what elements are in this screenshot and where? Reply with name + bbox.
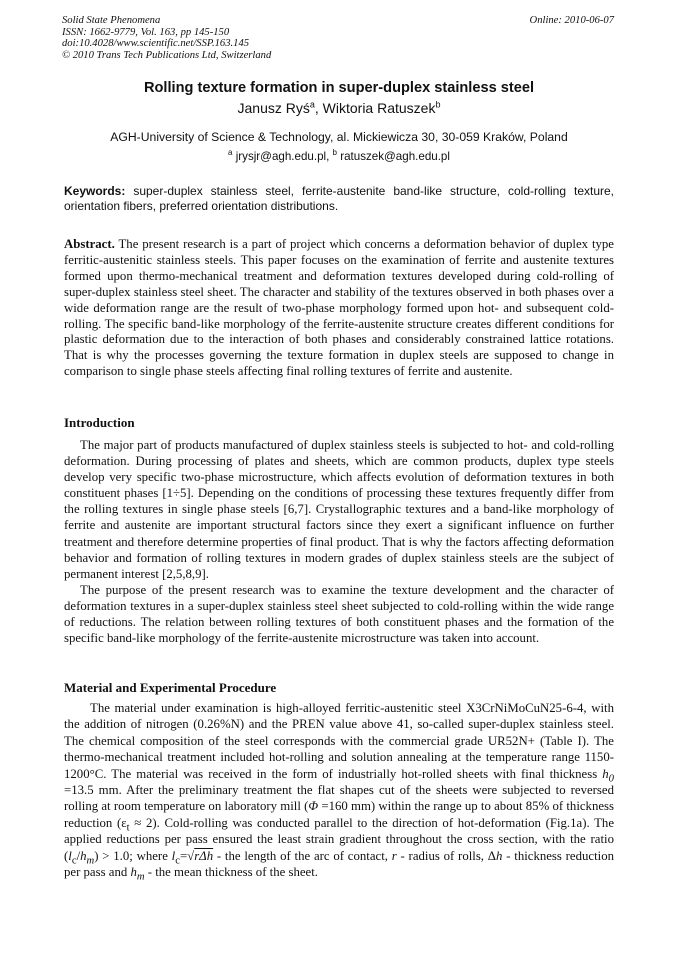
author-1-name: Janusz Ryś — [237, 100, 310, 116]
var-hm: h — [80, 848, 87, 863]
introduction-body — [64, 437, 614, 646]
equals-sign: = — [179, 848, 188, 863]
author-1-mark: a — [309, 99, 315, 110]
material-text-3: =160 mm) within the range up to about 85% of thickness reduction (ε — [64, 799, 614, 830]
var-lc-2: l — [171, 848, 176, 863]
email-b-mark: b — [332, 148, 337, 158]
affiliation: AGH-University of Science & Technology, al. Mickiewicza 30, 30-059 Kraków, Poland — [110, 130, 568, 144]
journal-name: Solid State Phenomena — [62, 15, 161, 26]
material-text-5: ) > 1.0; where — [94, 848, 172, 863]
introduction-paragraph-1: The major part of products manufactured of duplex stainless steels is subjected to hot- and cold-rolling deformation. During processing of plates and sheets, which are common products, duplex type steels develop very specific two-phase microstructure, which affects evolution of deformation textures in both constituent phases [1÷5]. Depending on the conditions of processing these textures frequently differ from the rolling textures in single phase steels [6,7]. Crystallographic textures and a band-like morphology of ferrite and austenite are important structural factors since they exert a significant influence on further treatment and therefore determine properties of final product. That is why the factors affecting deformation behavior and formation of rolling textures in modern grades of duplex stainless steels are the subject of permanent interest [2,5,8,9]. — [64, 438, 614, 581]
abstract-label: Abstract. — [64, 237, 115, 251]
var-hm-sub: m — [86, 855, 95, 867]
var-lc: l — [68, 848, 72, 863]
paper-title: Rolling texture formation in super-duplex stainless steel — [143, 80, 535, 96]
material-body — [64, 700, 614, 883]
keywords — [64, 184, 614, 214]
var-lc-sub: c — [71, 855, 77, 867]
keywords-text: super-duplex stainless steel, ferrite-austenite band-like structure, cold-rolling texture, orientation fibers, preferred orientation distributions. — [64, 184, 614, 213]
material-text-2: =13.5 mm. After the preliminary treatment the flat shapes cut of the sheets were subjected to reversed rolling at room temperature on laboratory mill ( — [64, 783, 614, 814]
material-text-6: - the length of the arc of contact, — [213, 848, 392, 863]
online-date: Online: 2010-06-07 — [529, 15, 614, 26]
material-paragraph — [64, 700, 614, 883]
material-text-4: ≈ 2). Cold-rolling was conducted parallel to the direction of hot-deformation (Fig.1a). The applied reductions per pass ensured the least strain gradient throughout the cross section, with the ratio ( — [64, 815, 614, 863]
email-a-mark: a — [228, 148, 233, 158]
journal-doi: doi:10.4028/www.scientific.net/SSP.163.145 — [62, 38, 250, 50]
author-2-name: Wiktoria Ratuszek — [322, 100, 436, 116]
material-text-1: The material under examination is high-alloyed ferritic-austenitic steel X3CrNiMoCuN25-6-4, with the addition of nitrogen (0.26%N) and the PREN value above 41, so-called super-duplex stainless steel. The chemical composition of the steel corresponds with the commercial grade UR52N+ (Table I). The thermo-mechanical treatment included hot-rolling and solution annealing at the temperature range 1150-1200°C. The material was received in the form of industrially hot-rolled sheets with final thickness — [64, 701, 614, 781]
var-dh: h — [496, 848, 503, 863]
author-2-mark: b — [435, 99, 441, 110]
material-text-8: - thickness reduction per pass and — [64, 848, 614, 880]
var-h0: h — [602, 766, 609, 781]
epsilon-sub: t — [126, 822, 130, 834]
var-lc-2-sub: c — [175, 855, 180, 867]
journal-issn: ISSN: 1662-9779, Vol. 163, pp 145-150 — [62, 26, 230, 38]
author-separator: , — [314, 100, 323, 116]
introduction-paragraph-2: The purpose of the present research was to examine the texture development and the character of deformation textures in a super-duplex stainless steel sheet subjected to cold-rolling within the wide range of reductions. The relation between rolling textures of both constituent phases and the formation of the specific band-like morphology of the ferrite-austenite microstructure was taken into account. — [64, 582, 614, 646]
material-text-9: - the mean thickness of the sheet. — [144, 865, 318, 880]
author-list — [0, 100, 678, 116]
var-h0-sub: 0 — [608, 773, 614, 785]
material-text-7: - radius of rolls, Δ — [396, 848, 497, 863]
abstract-text: The present research is a part of project which concerns a deformation behavior of duplex type ferritic-austenitic stainless steels. This paper focuses on the examination of ferrite and austenite textures formed upon thermo-mechanical treatment and deformation textures developed during cold-rolling of super-duplex stainless steel sheet. The character and stability of the textures observed in both phases over a wide deformation range are the result of two-phase morphology formed upon hot- and subsequent cold-rolling. The specific band-like morphology of the ferrite-austenite structure creates different conditions for plastic deformation due to the interaction of both phases and considerably constrained lattice rotations. That is why the processes governing the texture formation in duplex steels are supposed to change in comparison to single phase steels affecting final rolling textures of ferrite and austenite. — [64, 237, 614, 379]
introduction-heading: Introduction — [64, 415, 135, 430]
author-emails — [0, 150, 678, 163]
var-hm-2-sub: m — [136, 871, 145, 883]
sqrt-symbol: √ — [187, 848, 195, 863]
keywords-label: Keywords: — [64, 184, 126, 198]
journal-copyright: © 2010 Trans Tech Publications Ltd, Switzerland — [62, 49, 272, 61]
email-a: jrysjr@agh.edu.pl, — [232, 150, 333, 163]
ratio-slash: / — [76, 848, 81, 863]
material-heading: Material and Experimental Procedure — [64, 680, 277, 695]
journal-header — [62, 15, 271, 61]
var-r: r — [391, 848, 397, 863]
sqrt-argument: rΔh — [194, 848, 214, 863]
abstract — [64, 237, 614, 380]
var-hm-2: h — [130, 865, 137, 880]
symbol-phi: Φ — [308, 799, 319, 814]
email-b: ratuszek@agh.edu.pl — [337, 150, 450, 163]
